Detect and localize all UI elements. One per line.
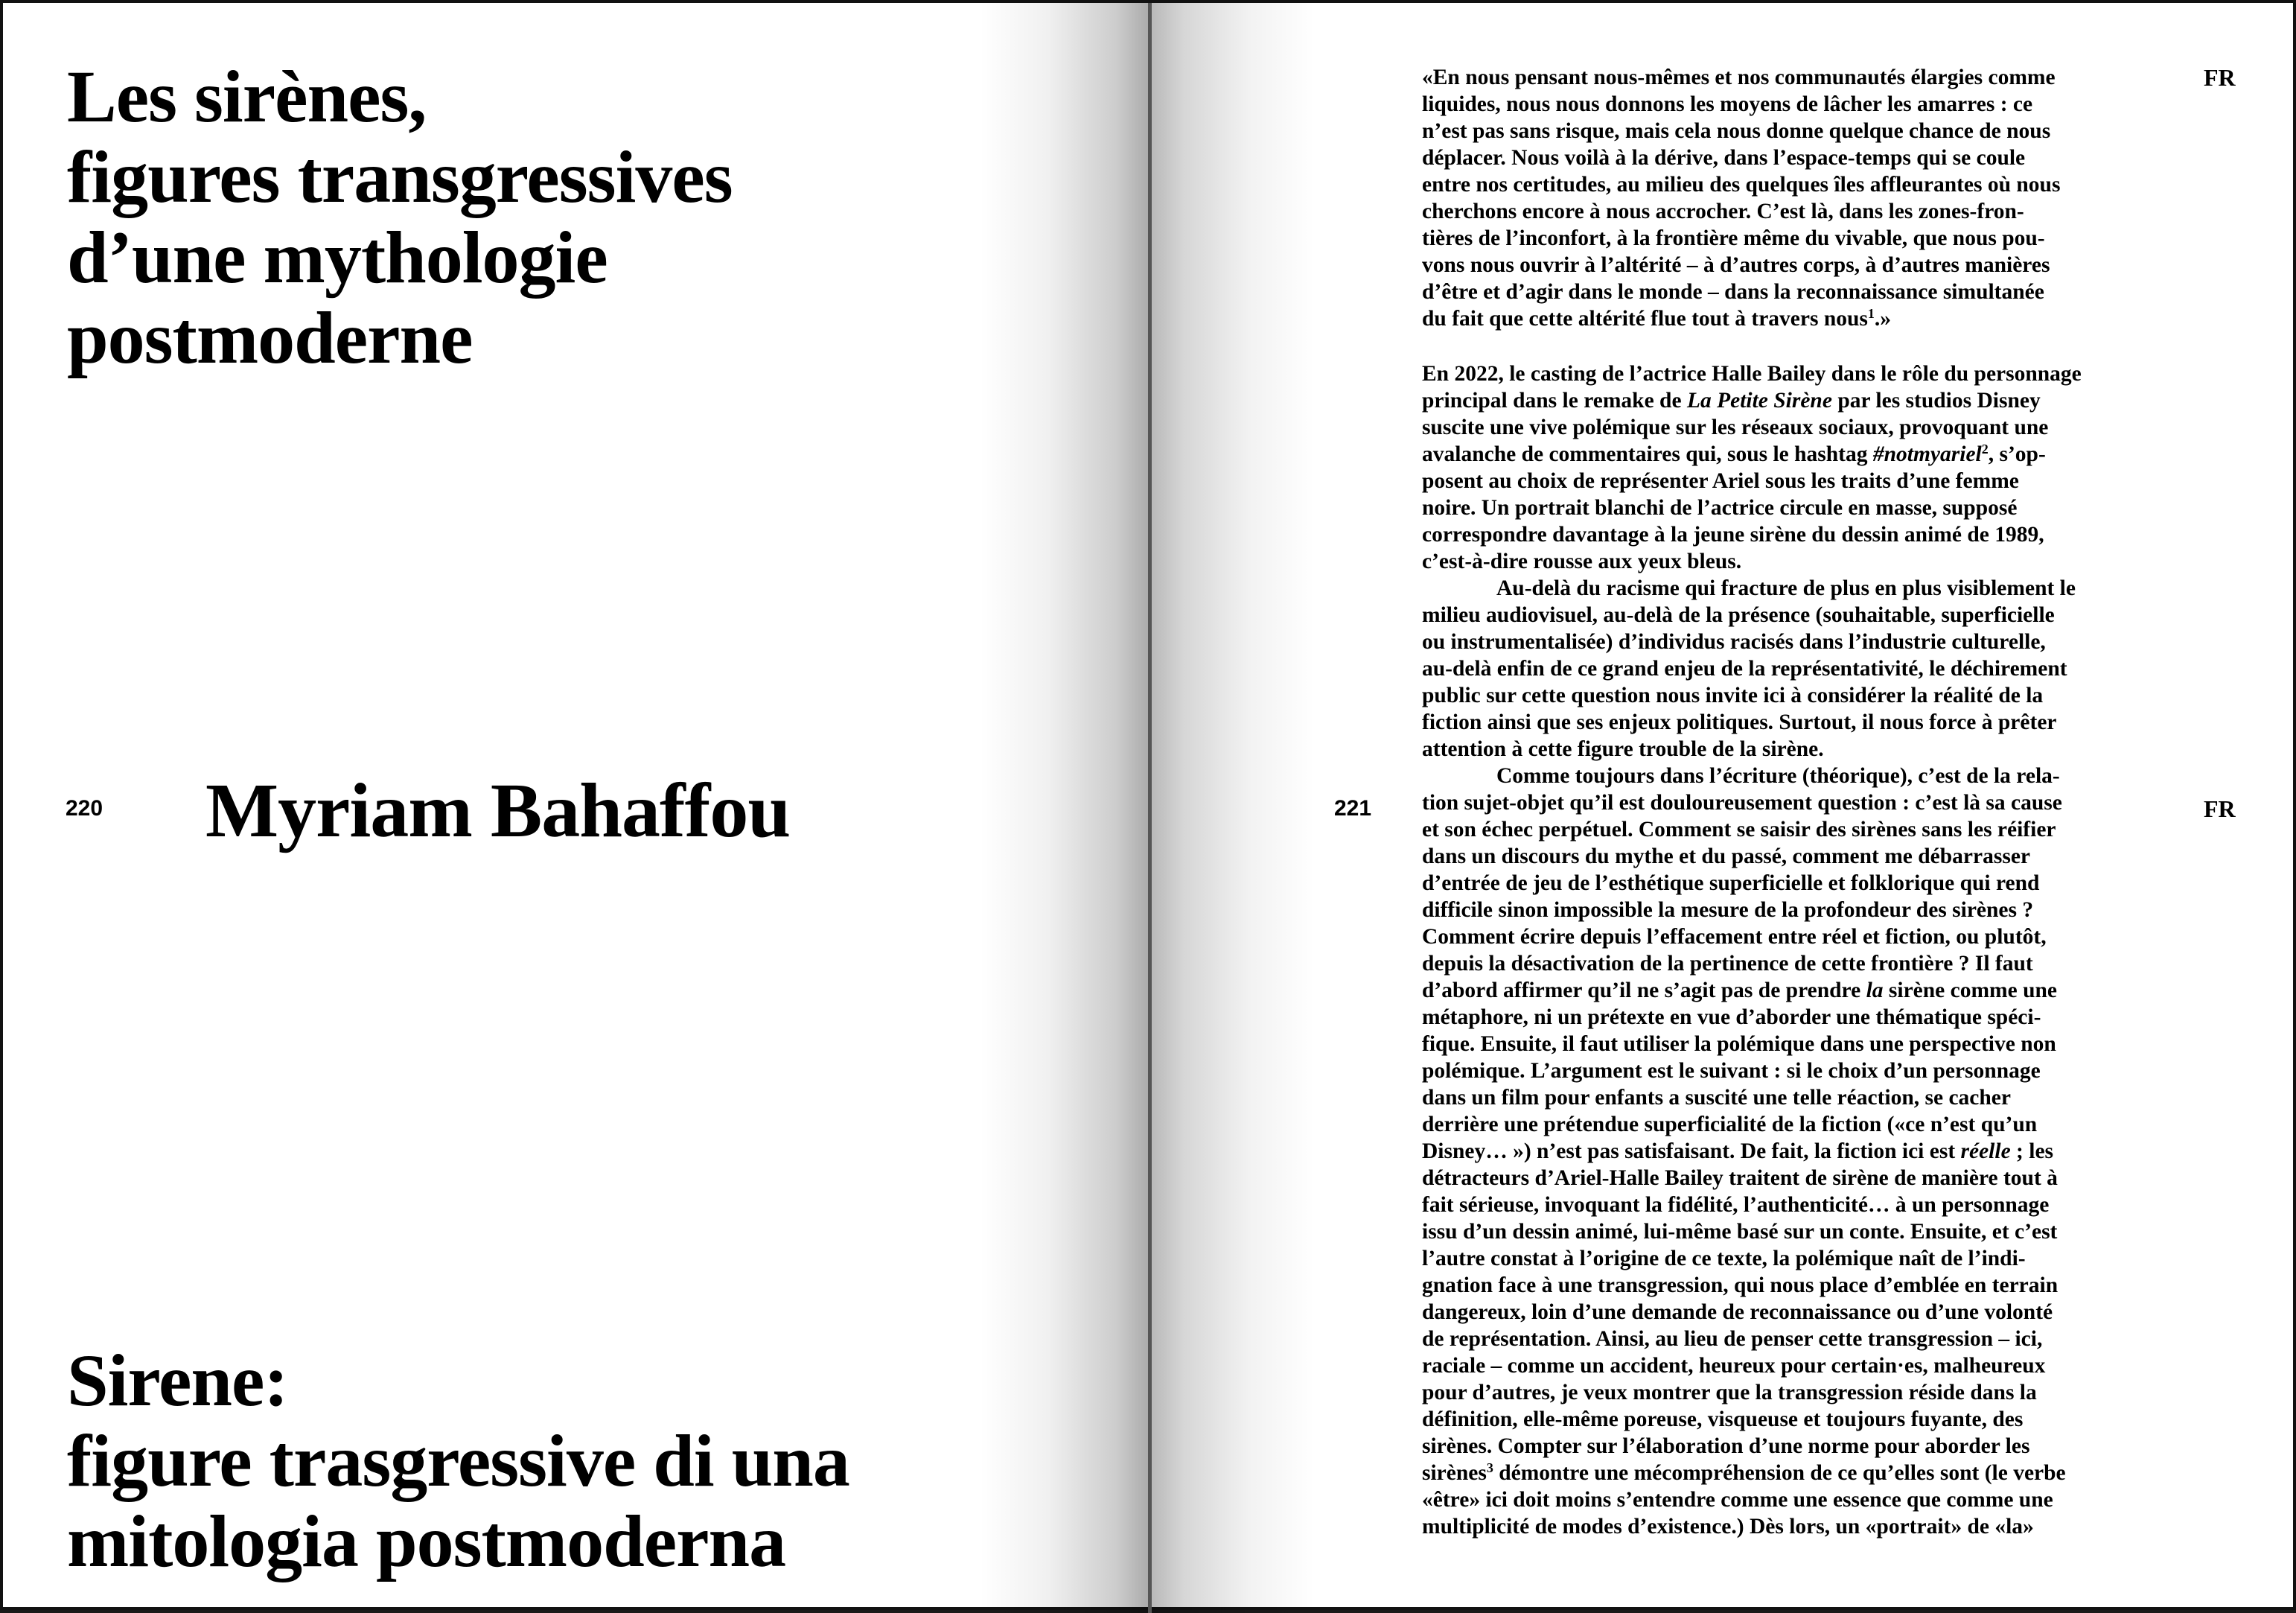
spine-fold bbox=[1148, 3, 1152, 1613]
body-line: métaphore, ni un prétexte en vue d’aborder une thématique spéci- bbox=[1422, 1005, 2041, 1029]
body-line: noire. Un portrait blanchi de l’actrice circule en masse, supposé bbox=[1422, 496, 2018, 520]
body-line: définition, elle-même poreuse, visqueuse et toujours fuyante, des bbox=[1422, 1407, 2024, 1431]
body-line: multiplicité de modes d’existence.) Dès lors, un «portrait» de «la» bbox=[1422, 1515, 2034, 1539]
body-text-run: sirène comme une bbox=[1883, 979, 2058, 1002]
hashtag: #notmyariel bbox=[1872, 442, 1982, 466]
epigraph-quote bbox=[1422, 64, 2152, 332]
italian-title-line: Sirene: bbox=[67, 1339, 288, 1422]
language-label-middle: FR bbox=[2204, 795, 2236, 822]
body-line: milieu audiovisuel, au-delà de la présence (souhaitable, superficielle bbox=[1422, 603, 2055, 627]
body-line: dans un discours du mythe et du passé, comment me débarrasser bbox=[1422, 844, 2031, 868]
body-line: au-delà enfin de ce grand enjeu de la représentativité, le déchirement bbox=[1422, 657, 2067, 681]
body-line: suscite une vive polémique sur les réseaux sociaux, provoquant une bbox=[1422, 416, 2049, 439]
body-line: sirènes. Compter sur l’élaboration d’une norme pour aborder les bbox=[1422, 1434, 2030, 1458]
body-line: Au-delà du racisme qui fracture de plus en plus visiblement le bbox=[1496, 576, 2076, 600]
language-label-top: FR bbox=[2204, 64, 2236, 91]
body-line: issu d’un dessin animé, lui-même basé sur un conte. Ensuite, et c’est bbox=[1422, 1220, 2058, 1244]
french-title bbox=[67, 57, 733, 378]
body-text-run: démontre une mécompréhension de ce qu’elles sont (le verbe bbox=[1493, 1461, 2066, 1485]
italian-title-line: mitologia postmoderna bbox=[67, 1500, 786, 1582]
quote-line: déplacer. Nous voilà à la dérive, dans l’espace-temps qui se coule bbox=[1422, 146, 2026, 170]
body-line: dangereux, loin d’une demande de reconnaissance ou d’une volonté bbox=[1422, 1300, 2053, 1324]
french-title-line: postmoderne bbox=[67, 296, 473, 379]
body-line: polémique. L’argument est le suivant : si le choix d’un personnage bbox=[1422, 1059, 2041, 1083]
quote-line: d’être et d’agir dans le monde – dans la reconnaissance simultanée bbox=[1422, 280, 2044, 304]
footnote-ref-3[interactable]: 3 bbox=[1486, 1460, 1493, 1475]
body-text-run: principal dans le remake de bbox=[1422, 389, 1687, 413]
footnote-ref-2[interactable]: 2 bbox=[1981, 442, 1989, 456]
french-title-line: figures transgressives bbox=[67, 136, 733, 218]
italian-title bbox=[67, 1340, 849, 1582]
body-line: pour d’autres, je veux montrer que la transgression réside dans la bbox=[1422, 1381, 2037, 1404]
body-line: gnation face à une transgression, qui nous place d’emblée en terrain bbox=[1422, 1273, 2059, 1297]
gutter-shadow-right bbox=[1151, 3, 1315, 1613]
body-text-run: , s’op- bbox=[1988, 442, 2046, 466]
quote-line: cherchons encore à nous accrocher. C’est là, dans les zones-fron- bbox=[1422, 200, 2024, 223]
body-line: fait sérieuse, invoquant la fidélité, l’authenticité… à un personnage bbox=[1422, 1193, 2050, 1217]
body-line: En 2022, le casting de l’actrice Halle Bailey dans le rôle du personnage bbox=[1422, 362, 2082, 386]
quote-line: «En nous pensant nous-mêmes et nos communautés élargies comme bbox=[1422, 66, 2056, 89]
body-line: c’est-à-dire rousse aux yeux bleus. bbox=[1422, 550, 1742, 573]
left-page bbox=[3, 3, 1151, 1613]
page-number-left: 220 bbox=[66, 796, 103, 821]
page-number-right: 221 bbox=[1334, 796, 1372, 821]
author-name: Myriam Bahaffou bbox=[205, 768, 791, 853]
emphasis: la bbox=[1866, 979, 1884, 1002]
body-line: Comment écrire depuis l’effacement entre réel et fiction, ou plutôt, bbox=[1422, 925, 2047, 949]
quote-line: n’est pas sans risque, mais cela nous donne quelque chance de nous bbox=[1422, 119, 2051, 143]
body-text-run: avalanche de commentaires qui, sous le hashtag bbox=[1422, 442, 1873, 466]
body-line: «être» ici doit moins s’entendre comme une essence que comme une bbox=[1422, 1488, 2053, 1512]
body-line: dans un film pour enfants a suscité une telle réaction, se cacher bbox=[1422, 1086, 2011, 1110]
italian-title-line: figure trasgressive di una bbox=[67, 1419, 849, 1502]
body-text-run: Disney… ») n’est pas satisfaisant. De fait, la fiction ici est bbox=[1422, 1139, 1961, 1163]
body-line: et son échec perpétuel. Comment se saisir des sirènes sans les réifier bbox=[1422, 818, 2056, 842]
body-line: depuis la désactivation de la pertinence de cette frontière ? Il faut bbox=[1422, 952, 2033, 976]
body-line: derrière une prétendue superficialité de la fiction («ce n’est qu’un bbox=[1422, 1113, 2038, 1136]
body-line: fique. Ensuite, il faut utiliser la polémique dans une perspective non bbox=[1422, 1032, 2056, 1056]
body-line: difficile sinon impossible la mesure de la profondeur des sirènes ? bbox=[1422, 898, 2034, 922]
body-line bbox=[1422, 1138, 2152, 1165]
film-title: La Petite Sirène bbox=[1686, 389, 1832, 413]
body-line: d’entrée de jeu de l’esthétique superficielle et folklorique qui rend bbox=[1422, 871, 2040, 895]
french-title-line: d’une mythologie bbox=[67, 216, 608, 299]
body-text bbox=[1422, 360, 2152, 1540]
body-line: détracteurs d’Ariel-Halle Bailey traitent de sirène de manière tout à bbox=[1422, 1166, 2058, 1190]
body-text-run: par les studios Disney bbox=[1831, 389, 2041, 413]
body-text-run: sirènes bbox=[1422, 1461, 1487, 1485]
body-line: tion sujet-objet qu’il est douloureusement question : c’est là sa cause bbox=[1422, 791, 2062, 815]
body-line: posent au choix de représenter Ariel sous les traits d’une femme bbox=[1422, 469, 2019, 493]
quote-line: entre nos certitudes, au milieu des quelques îles affleurantes où nous bbox=[1422, 173, 2061, 197]
footnote-ref-1[interactable]: 1 bbox=[1867, 306, 1875, 321]
body-line: public sur cette question nous invite ici à considérer la réalité de la bbox=[1422, 684, 2044, 707]
body-line bbox=[1422, 1460, 2152, 1486]
quote-text: du fait que cette altérité flue tout à travers nous bbox=[1422, 307, 1868, 331]
body-line: de représentation. Ainsi, au lieu de penser cette transgression – ici, bbox=[1422, 1327, 2043, 1351]
quote-close: .» bbox=[1874, 307, 1892, 331]
body-line: fiction ainsi que ses enjeux politiques. Surtout, il nous force à prêter bbox=[1422, 710, 2057, 734]
body-line bbox=[1422, 977, 2152, 1004]
gutter-shadow-left bbox=[980, 3, 1151, 1613]
body-line: ou instrumentalisée) d’individus racisés dans l’industrie culturelle, bbox=[1422, 630, 2046, 654]
quote-line: liquides, nous nous donnons les moyens de lâcher les amarres : ce bbox=[1422, 92, 2033, 116]
body-line bbox=[1422, 387, 2152, 414]
body-text-run: d’abord affirmer qu’il ne s’agit pas de prendre bbox=[1422, 979, 1866, 1002]
quote-line: vons nous ouvrir à l’altérité – à d’autres corps, à d’autres manières bbox=[1422, 253, 2050, 277]
quote-line-last bbox=[1422, 305, 2152, 332]
french-title-line: Les sirènes, bbox=[67, 55, 427, 138]
body-line: correspondre davantage à la jeune sirène du dessin animé de 1989, bbox=[1422, 523, 2044, 547]
body-line bbox=[1422, 441, 2152, 468]
body-text-run: ; les bbox=[2010, 1139, 2054, 1163]
body-line: raciale – comme un accident, heureux pour certain·es, malheureux bbox=[1422, 1354, 2046, 1378]
emphasis: réelle bbox=[1960, 1139, 2011, 1163]
body-line: attention à cette figure trouble de la sirène. bbox=[1422, 737, 1824, 761]
body-line: Comme toujours dans l’écriture (théorique), c’est de la rela- bbox=[1496, 764, 2060, 788]
body-line: l’autre constat à l’origine de ce texte, la polémique naît de l’indi- bbox=[1422, 1247, 2026, 1270]
quote-line: tières de l’inconfort, à la frontière même du vivable, que nous pou- bbox=[1422, 226, 2045, 250]
